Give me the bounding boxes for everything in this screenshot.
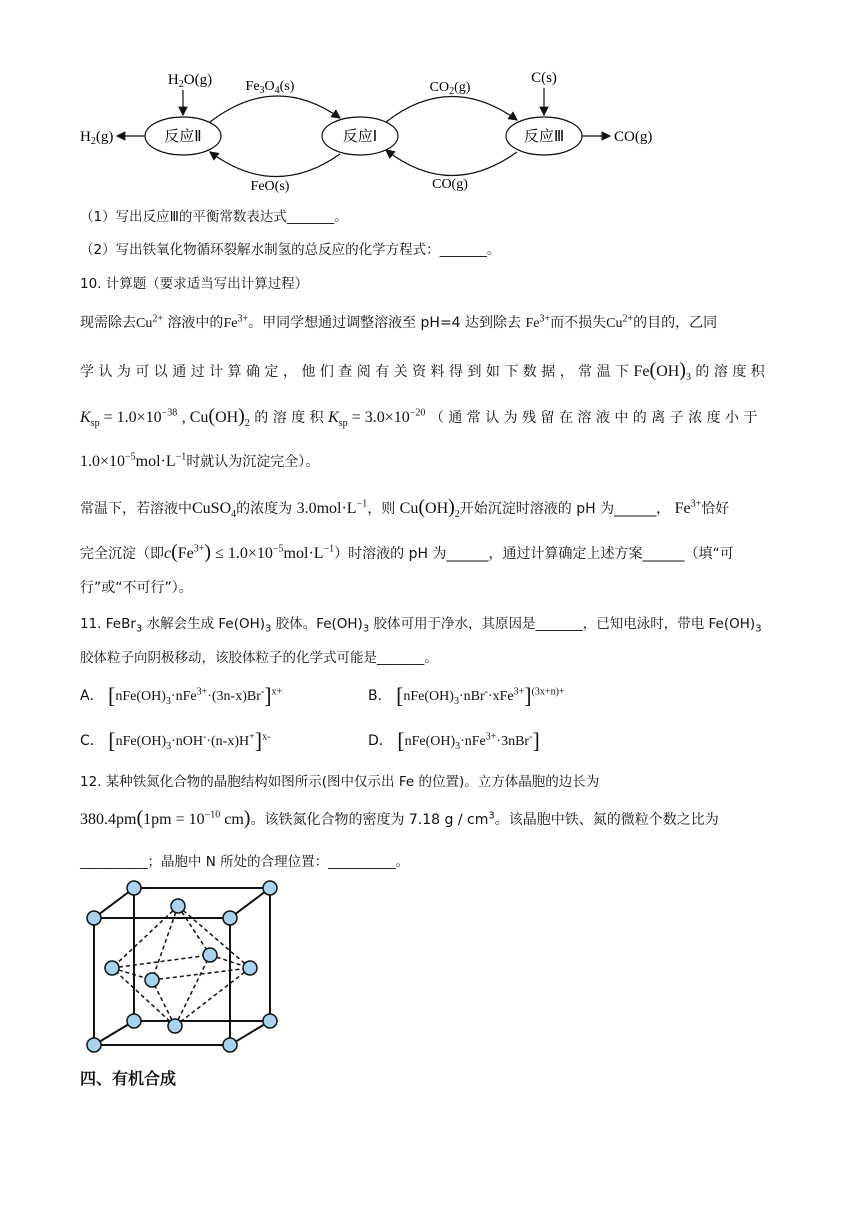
atom <box>223 1038 237 1052</box>
reaction-cycle-diagram <box>70 60 670 200</box>
q10-line2: 学 认 为 可 以 通 过 计 算 确 定 ， 他 们 查 阅 有 关 资 料 得 到 如 下 数 据 ， 常 温 下 $Fe(OH)_3$ 的 溶 度 积 <box>80 359 765 384</box>
q9-part1: （1）写出反应Ⅲ的平衡常数表达式_______。 <box>80 209 348 225</box>
atom <box>263 1014 277 1028</box>
q11-line2: 胶体粒子向阴极移动，该胶体粒子的化学式可能是_______。 <box>80 650 438 666</box>
q11-option-a[interactable]: A． $[nFe(OH)_3\cdot nFe^{3+}\cdot(3n-x)Br^-]^{x+}$ <box>80 683 283 708</box>
q11-line1: 11. FeBr$_3$ 水解会生成 $Fe(OH)_3$ 胶体。$Fe(OH)_3$ 胶体可用于净水，其原因是_______，已知电泳时，带电 $Fe(OH)_3$ <box>80 616 762 635</box>
q10-line1: 现需除去$Cu^{2+}$ 溶液中的$Fe^{3+}$。甲同学想通过调整溶液至 pH=4 达到除去 $Fe^{3+}$而不损失$Cu^{2+}$的目的，乙同 <box>80 313 718 331</box>
q10-line6: 完全沉淀（即$c(Fe^{3+}) \le 1.0\times 10^{-5}mol\cdot L^{-1}$）时溶液的 pH 为______，通过计算确定上述方案______（填“可 <box>80 541 734 563</box>
q10-title: 10. 计算题（要求适当写出计算过程） <box>80 276 309 292</box>
atom <box>87 1038 101 1052</box>
co-back-arrow <box>386 150 517 176</box>
q11-option-b[interactable]: B． $[nFe(OH)_3\cdot nBr^-\cdot xFe^{3+}]^{(3x+n)+}$ <box>368 683 565 708</box>
fe3o4-arrow <box>210 96 340 122</box>
crystal-cell-figure <box>80 878 280 1058</box>
atom <box>145 973 159 987</box>
q10-line3: $K_{sp} = 1.0\times 10^{-38}$ , $Cu(OH)_2$ 的 溶 度 积 $K_{sp} = 3.0\times 10^{-20}$ （ 通 常 认 为 残 留 在 溶 液 中 的 离 子 浓 度 小 于 <box>80 405 758 430</box>
q12-line3: __________；晶胞中 N 所处的合理位置：__________。 <box>80 854 410 870</box>
feo-label: FeO(s) <box>250 179 290 194</box>
reaction2-label: 反应Ⅱ <box>164 127 202 145</box>
atom <box>127 881 141 895</box>
q10-line7: 行”或“不可行”）。 <box>80 580 193 596</box>
atom <box>127 1014 141 1028</box>
atom <box>168 1019 182 1033</box>
h2o-label: $H_2O(g)$ <box>167 72 213 90</box>
atom <box>87 911 101 925</box>
section-heading: 四、有机合成 <box>80 1069 177 1088</box>
feo-arrow <box>210 152 340 177</box>
h2-label: $H_2(g)$ <box>80 129 114 147</box>
co-back-label: CO(g) <box>432 177 468 192</box>
q11-option-d[interactable]: D． $[nFe(OH)_3\cdot nFe^{3+}\cdot 3nBr^-]$ <box>368 728 540 753</box>
co-out-label: CO(g) <box>614 129 653 145</box>
q11-option-c[interactable]: C． $[nFe(OH)_3\cdot nOH^-\cdot(n-x)H^+]^{x-}$ <box>80 728 271 753</box>
atom <box>171 899 185 913</box>
atom <box>105 961 119 975</box>
reaction3-label: 反应Ⅲ <box>523 127 565 145</box>
c-label: C(s) <box>531 70 557 86</box>
atom <box>203 948 217 962</box>
reaction1-label: 反应Ⅰ <box>342 127 378 145</box>
q10-line5: 常温下，若溶液中CuSO$_4$的浓度为 $3.0mol\cdot L^{-1}$，则 $Cu(OH)_2$开始沉淀时溶液的 pH 为______， $Fe^{3+}$恰好 <box>80 496 730 521</box>
q12-line1: 12. 某种铁氮化合物的晶胞结构如图所示(图中仅示出 Fe 的位置)。立方体晶胞的边长为 <box>80 774 600 790</box>
atom <box>263 881 277 895</box>
q10-line4: $1.0\times 10^{-5}mol\cdot L^{-1}$时就认为沉淀完全）。 <box>80 451 320 470</box>
q12-line2: $380.4pm(1pm = 10^{-10}$ cm)。该铁氮化合物的密度为 7.18 g / $cm^3$。该晶胞中铁、氮的微粒个数之比为 <box>80 807 719 829</box>
q9-part2: （2）写出铁氧化物循环裂解水制氢的总反应的化学方程式：_______。 <box>80 242 501 258</box>
atom <box>223 911 237 925</box>
co2-arrow <box>386 96 517 122</box>
co2-label: $CO_2(g)$ <box>429 80 471 97</box>
atom <box>243 961 257 975</box>
fe3o4-label: $Fe_3O_4(s)$ <box>245 79 295 96</box>
